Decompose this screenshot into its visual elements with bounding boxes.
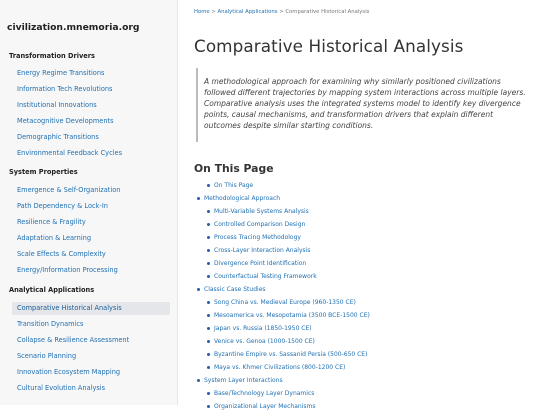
- toc-link-base-technology[interactable]: Base/Technology Layer Dynamics: [214, 390, 315, 397]
- sidebar-item-information-tech-revolutions[interactable]: Information Tech Revolutions: [17, 85, 113, 93]
- sidebar-item-institutional-innovations[interactable]: Institutional Innovations: [17, 101, 97, 109]
- toc-link-controlled-comparison[interactable]: Controlled Comparison Design: [214, 221, 306, 228]
- sidebar-item-resilience-fragility[interactable]: Resilience & Fragility: [17, 218, 86, 226]
- sidebar-item-cultural-evolution-analysis[interactable]: Cultural Evolution Analysis: [17, 384, 106, 392]
- intro-blockquote: A methodological approach for examining why similarly positioned civilizations followed different trajectories by mapping system interactions across multiple layers. Comparative analysis uses the integrated systems model to identify key divergence points, causal mechanisms, and transformation drivers that explain different outcomes despite similar starting conditions.: [196, 68, 526, 142]
- sidebar-item-demographic-transitions[interactable]: Demographic Transitions: [17, 133, 99, 141]
- toc-link-song-china[interactable]: Song China vs. Medieval Europe (960-1350 CE): [214, 299, 356, 306]
- breadcrumb: [194, 9, 369, 15]
- toc-link-process-tracing[interactable]: Process Tracing Methodology: [214, 234, 301, 241]
- toc-link-venice-genoa[interactable]: Venice vs. Genoa (1000-1500 CE): [214, 338, 315, 345]
- toc-link-counterfactual[interactable]: Counterfactual Testing Framework: [214, 273, 317, 280]
- toc-link-divergence-point[interactable]: Divergence Point Identification: [214, 260, 307, 267]
- toc-title: On This Page: [194, 162, 274, 175]
- toc-link-methodological-approach[interactable]: Methodological Approach: [204, 195, 281, 202]
- toc-link-multi-variable[interactable]: Multi-Variable Systems Analysis: [214, 208, 309, 215]
- page-title: Comparative Historical Analysis: [194, 36, 464, 56]
- sidebar: [0, 0, 178, 405]
- sidebar-item-adaptation-learning[interactable]: Adaptation & Learning: [17, 234, 92, 242]
- section-title-transformation-drivers: Transformation Drivers: [9, 52, 95, 60]
- toc-link-on-this-page[interactable]: On This Page: [214, 182, 254, 189]
- toc-link-byzantine-sassanid[interactable]: Byzantine Empire vs. Sassanid Persia (500-650 CE): [214, 351, 368, 358]
- breadcrumb-separator: >: [277, 9, 286, 15]
- toc-link-cross-layer[interactable]: Cross-Layer Interaction Analysis: [214, 247, 311, 254]
- toc-link-japan-russia[interactable]: Japan vs. Russia (1850-1950 CE): [214, 325, 312, 332]
- sidebar-item-transition-dynamics[interactable]: Transition Dynamics: [17, 320, 84, 328]
- breadcrumb-home-link[interactable]: Home: [194, 9, 210, 15]
- toc-link-system-layer-interactions[interactable]: System Layer Interactions: [204, 377, 283, 384]
- sidebar-item-emergence[interactable]: Emergence & Self-Organization: [17, 186, 121, 194]
- main-content: [194, 0, 534, 410]
- breadcrumb-separator: >: [209, 9, 218, 15]
- sidebar-item-environmental-feedback-cycles[interactable]: Environmental Feedback Cycles: [17, 149, 123, 157]
- sidebar-item-energy-regime-transitions[interactable]: Energy Regime Transitions: [17, 69, 105, 77]
- section-title-analytical-applications: Analytical Applications: [9, 286, 95, 294]
- breadcrumb-parent-link[interactable]: Analytical Applications: [217, 9, 278, 15]
- sidebar-item-path-dependency[interactable]: Path Dependency & Lock-In: [17, 202, 108, 210]
- section-title-system-properties: System Properties: [9, 168, 78, 176]
- breadcrumb-current: Comparative Historical Analysis: [285, 9, 370, 15]
- sidebar-item-scenario-planning[interactable]: Scenario Planning: [17, 352, 77, 360]
- site-title[interactable]: civilization.mnemoria.org: [7, 22, 140, 33]
- toc-link-classic-case-studies[interactable]: Classic Case Studies: [204, 286, 266, 293]
- sidebar-item-metacognitive-developments[interactable]: Metacognitive Developments: [17, 117, 114, 125]
- sidebar-item-scale-effects[interactable]: Scale Effects & Complexity: [17, 250, 106, 258]
- sidebar-item-comparative-historical-analysis[interactable]: Comparative Historical Analysis: [12, 302, 170, 315]
- sidebar-item-energy-information-processing[interactable]: Energy/Information Processing: [17, 266, 118, 274]
- sidebar-item-innovation-ecosystem-mapping[interactable]: Innovation Ecosystem Mapping: [17, 368, 121, 376]
- toc-link-mesoamerica[interactable]: Mesoamerica vs. Mesopotamia (3500 BCE-1500 CE): [214, 312, 370, 319]
- sidebar-item-collapse-resilience[interactable]: Collapse & Resilience Assessment: [17, 336, 130, 344]
- toc-link-maya-khmer[interactable]: Maya vs. Khmer Civilizations (800-1200 CE): [214, 364, 346, 371]
- toc-link-organizational-layer[interactable]: Organizational Layer Mechanisms: [214, 403, 316, 410]
